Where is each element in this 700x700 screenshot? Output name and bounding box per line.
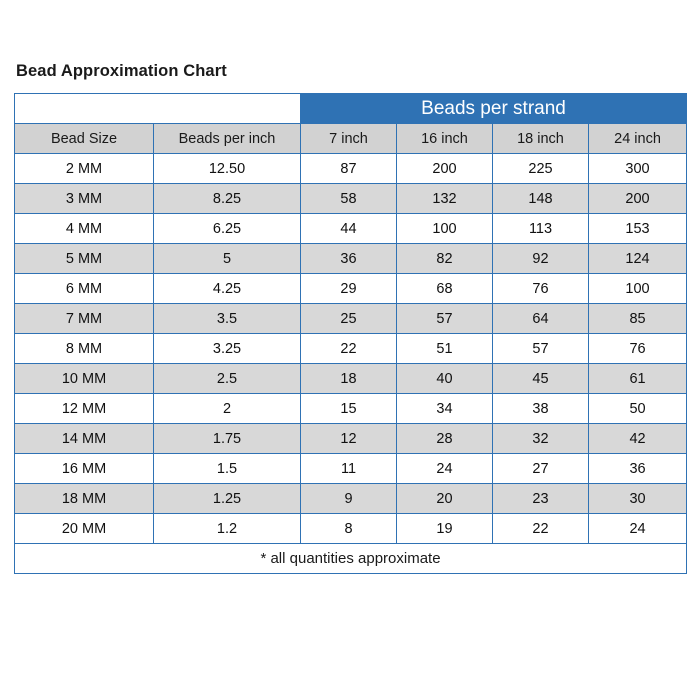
cell-16-inch: 51 [397, 334, 493, 364]
cell-24-inch: 85 [589, 304, 687, 334]
column-header-beads-per-inch: Beads per inch [154, 124, 301, 154]
cell-bead-size: 18 MM [15, 484, 154, 514]
table-column-header-row [15, 124, 687, 154]
cell-18-inch: 64 [493, 304, 589, 334]
cell-7-inch: 36 [301, 244, 397, 274]
table-row [15, 214, 687, 244]
cell-16-inch: 82 [397, 244, 493, 274]
cell-18-inch: 113 [493, 214, 589, 244]
footnote-text: * all quantities approximate [15, 544, 687, 574]
banner-blank-cell [15, 94, 301, 124]
cell-beads-per-inch: 12.50 [154, 154, 301, 184]
table-row [15, 424, 687, 454]
cell-7-inch: 11 [301, 454, 397, 484]
cell-18-inch: 32 [493, 424, 589, 454]
cell-16-inch: 57 [397, 304, 493, 334]
cell-24-inch: 124 [589, 244, 687, 274]
cell-bead-size: 12 MM [15, 394, 154, 424]
cell-beads-per-inch: 4.25 [154, 274, 301, 304]
cell-bead-size: 20 MM [15, 514, 154, 544]
cell-16-inch: 34 [397, 394, 493, 424]
cell-24-inch: 42 [589, 424, 687, 454]
column-header-16-inch: 16 inch [397, 124, 493, 154]
cell-24-inch: 100 [589, 274, 687, 304]
cell-16-inch: 19 [397, 514, 493, 544]
cell-beads-per-inch: 1.5 [154, 454, 301, 484]
cell-16-inch: 132 [397, 184, 493, 214]
cell-24-inch: 300 [589, 154, 687, 184]
cell-7-inch: 9 [301, 484, 397, 514]
table-row [15, 394, 687, 424]
table-row [15, 334, 687, 364]
cell-beads-per-inch: 1.2 [154, 514, 301, 544]
cell-bead-size: 6 MM [15, 274, 154, 304]
bead-approximation-table [14, 93, 687, 574]
cell-16-inch: 100 [397, 214, 493, 244]
cell-18-inch: 23 [493, 484, 589, 514]
column-header-bead-size: Bead Size [15, 124, 154, 154]
cell-bead-size: 4 MM [15, 214, 154, 244]
cell-16-inch: 28 [397, 424, 493, 454]
column-header-7-inch: 7 inch [301, 124, 397, 154]
cell-24-inch: 24 [589, 514, 687, 544]
cell-16-inch: 24 [397, 454, 493, 484]
cell-beads-per-inch: 1.75 [154, 424, 301, 454]
cell-18-inch: 45 [493, 364, 589, 394]
cell-7-inch: 25 [301, 304, 397, 334]
cell-18-inch: 76 [493, 274, 589, 304]
cell-18-inch: 225 [493, 154, 589, 184]
column-header-18-inch: 18 inch [493, 124, 589, 154]
table-row [15, 514, 687, 544]
table-banner-row [15, 94, 687, 124]
table-row [15, 364, 687, 394]
cell-18-inch: 92 [493, 244, 589, 274]
cell-18-inch: 27 [493, 454, 589, 484]
table-row [15, 304, 687, 334]
table-footnote-row [15, 544, 687, 574]
cell-24-inch: 76 [589, 334, 687, 364]
cell-7-inch: 29 [301, 274, 397, 304]
cell-bead-size: 10 MM [15, 364, 154, 394]
table-header [15, 94, 687, 154]
cell-24-inch: 153 [589, 214, 687, 244]
table-row [15, 454, 687, 484]
cell-bead-size: 3 MM [15, 184, 154, 214]
table-row [15, 484, 687, 514]
cell-16-inch: 200 [397, 154, 493, 184]
cell-bead-size: 2 MM [15, 154, 154, 184]
banner-beads-per-strand: Beads per strand [301, 94, 687, 124]
cell-7-inch: 44 [301, 214, 397, 244]
column-header-24-inch: 24 inch [589, 124, 687, 154]
cell-16-inch: 20 [397, 484, 493, 514]
cell-18-inch: 38 [493, 394, 589, 424]
cell-16-inch: 40 [397, 364, 493, 394]
cell-24-inch: 36 [589, 454, 687, 484]
cell-bead-size: 8 MM [15, 334, 154, 364]
table-row [15, 274, 687, 304]
cell-24-inch: 61 [589, 364, 687, 394]
table-body [15, 154, 687, 574]
cell-bead-size: 16 MM [15, 454, 154, 484]
cell-bead-size: 5 MM [15, 244, 154, 274]
cell-beads-per-inch: 6.25 [154, 214, 301, 244]
cell-7-inch: 15 [301, 394, 397, 424]
table-row [15, 184, 687, 214]
cell-18-inch: 22 [493, 514, 589, 544]
cell-beads-per-inch: 1.25 [154, 484, 301, 514]
cell-7-inch: 87 [301, 154, 397, 184]
cell-16-inch: 68 [397, 274, 493, 304]
cell-beads-per-inch: 3.25 [154, 334, 301, 364]
cell-7-inch: 8 [301, 514, 397, 544]
cell-24-inch: 50 [589, 394, 687, 424]
cell-7-inch: 12 [301, 424, 397, 454]
cell-beads-per-inch: 5 [154, 244, 301, 274]
cell-18-inch: 148 [493, 184, 589, 214]
cell-bead-size: 14 MM [15, 424, 154, 454]
cell-24-inch: 200 [589, 184, 687, 214]
cell-7-inch: 18 [301, 364, 397, 394]
table-row [15, 244, 687, 274]
table-row [15, 154, 687, 184]
cell-beads-per-inch: 3.5 [154, 304, 301, 334]
cell-7-inch: 58 [301, 184, 397, 214]
cell-beads-per-inch: 8.25 [154, 184, 301, 214]
cell-bead-size: 7 MM [15, 304, 154, 334]
cell-beads-per-inch: 2.5 [154, 364, 301, 394]
cell-24-inch: 30 [589, 484, 687, 514]
cell-beads-per-inch: 2 [154, 394, 301, 424]
cell-18-inch: 57 [493, 334, 589, 364]
cell-7-inch: 22 [301, 334, 397, 364]
page-title: Bead Approximation Chart [16, 62, 227, 80]
